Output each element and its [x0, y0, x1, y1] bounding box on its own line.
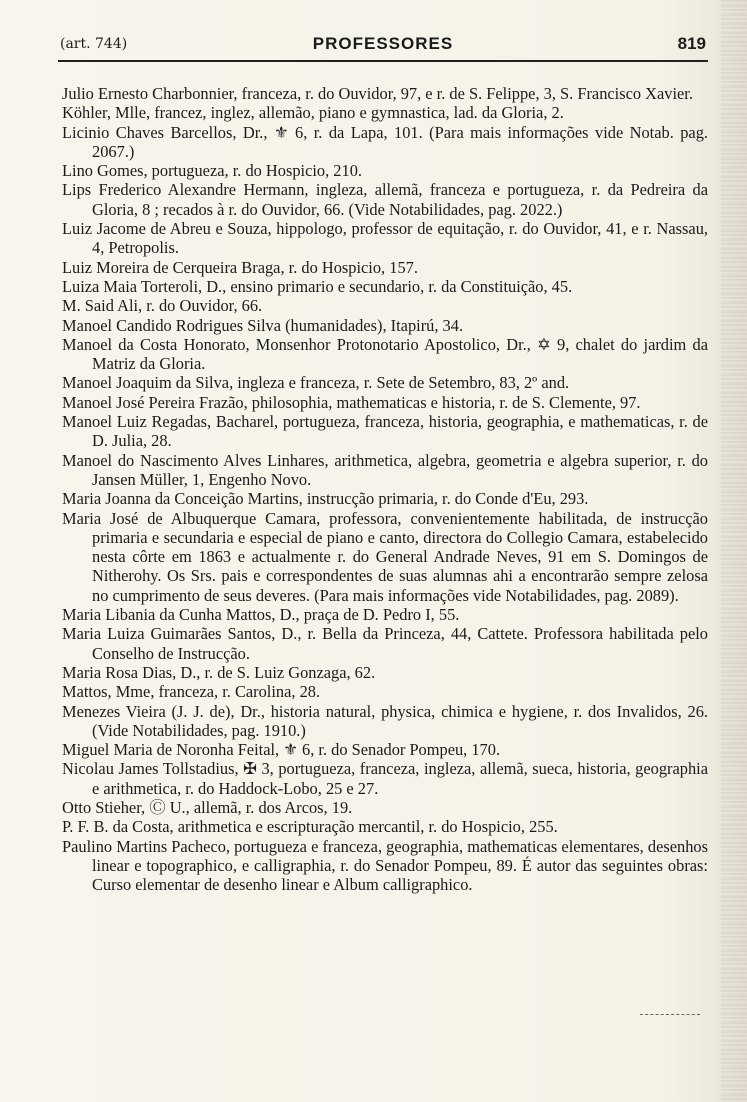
list-item: Köhler, Mlle, francez, inglez, allemão, piano e gymnastica, lad. da Gloria, 2.: [62, 103, 564, 123]
list-item: Manoel Joaquim da Silva, ingleza e franceza, r. Sete de Setembro, 83, 2º and.: [62, 373, 570, 393]
list-item: Maria Libania da Cunha Mattos, D., praça de D. Pedro I, 55.: [62, 605, 460, 625]
list-item: Otto Stieher, Ⓒ U., allemã, r. dos Arcos, 19.: [62, 797, 353, 817]
list-item: Miguel Maria de Noronha Feital, ⚜ 6, r. do Senador Pompeu, 170.: [62, 740, 501, 760]
list-item: Licinio Chaves Barcellos, Dr., ⚜ 6, r. da Lapa, 101. (Para mais informações vide Notab. pag. 2067.): [62, 122, 708, 161]
page-header: [60, 34, 706, 58]
end-flourish: [640, 1014, 700, 1015]
list-item: Julio Ernesto Charbonnier, franceza, r. do Ouvidor, 97, e r. de S. Felippe, 3, S. Francisco Xavier.: [62, 84, 693, 103]
list-item: Luiz Moreira de Cerqueira Braga, r. do Hospicio, 157.: [62, 257, 418, 277]
page-edge: [721, 0, 747, 1102]
page-number: 819: [677, 34, 706, 53]
list-item: Lino Gomes, portugueza, r. do Hospicio, 210.: [62, 161, 362, 181]
list-item: Manoel José Pereira Frazão, philosophia, mathematicas e historia, r. de S. Clemente, 97.: [62, 392, 641, 412]
list-item: Paulino Martins Pacheco, portugueza e franceza, geographia, mathematicas elementares, desenhos linear e topographico, e calligraphia, r. do Senador Pompeu, 89. É autor das seguintes obras: Curso elementar de desenho linear e Album calligraphico.: [62, 836, 708, 895]
list-item: Manoel Luiz Regadas, Bacharel, portugueza, franceza, historia, geographia, e mathematicas, r. de D. Julia, 28.: [62, 412, 708, 451]
page-title: PROFESSORES: [312, 34, 454, 53]
header-rule: [58, 60, 708, 62]
list-item: Menezes Vieira (J. J. de), Dr., historia natural, physica, chimica e hygiene, r. dos Invalidos, 26. (Vide Notabilidades, pag. 1910.): [62, 701, 708, 740]
list-item: Nicolau James Tollstadius, ✠ 3, portugueza, franceza, ingleza, allemã, sueca, historia, geographia e arithmetica, r. do Haddock-Lobo, 25 e 27.: [62, 759, 708, 798]
list-item: Maria Joanna da Conceição Martins, instrucção primaria, r. do Conde d'Eu, 293.: [62, 489, 589, 509]
list-item: Maria Luiza Guimarães Santos, D., r. Bella da Princeza, 44, Cattete. Professora habilitada pelo Conselho de Instrucção.: [62, 624, 708, 663]
list-item: Lips Frederico Alexandre Hermann, ingleza, allemã, franceza e portugueza, r. da Pedreira da Gloria, 8 ; recados à r. do Ouvidor, 66. (Vide Notabilidades, pag. 2022.): [62, 180, 708, 219]
list-item: Luiz Jacome de Abreu e Souza, hippologo, professor de equitação, r. do Ouvidor, 41, e r. Nassau, 4, Petropolis.: [62, 219, 708, 258]
list-item: M. Said Ali, r. do Ouvidor, 66.: [62, 296, 263, 316]
list-item: Maria José de Albuquerque Camara, professora, convenientemente habilitada, de instrucção primaria e secundaria e especial de piano e canto, directora do Collegio Camara, estabelecido nesta côrte em 1863 e actualmente r. do General Andrade Neves, 91 em S. Domingos de Nitherohy. Os Srs. pais e correspondentes de suas alumnas ahi a encontrarão sempre zelosa no cumprimento de seus deveres. (Para mais informações vide Notabilidades, pag. 2089).: [62, 508, 708, 605]
list-item: Manoel do Nascimento Alves Linhares, arithmetica, algebra, geometria e algebra superior, r. do Jansen Müller, 1, Engenho Novo.: [62, 450, 708, 489]
list-item: Manoel da Costa Honorato, Monsenhor Protonotario Apostolico, Dr., ✡ 9, chalet do jardim da Matriz da Gloria.: [62, 334, 708, 374]
article-reference: (art. 744): [60, 36, 128, 52]
list-item: Maria Rosa Dias, D., r. de S. Luiz Gonzaga, 62.: [62, 662, 376, 682]
list-item: Luiza Maia Torteroli, D., ensino primario e secundario, r. da Constituição, 45.: [62, 276, 573, 296]
list-item: Manoel Candido Rodrigues Silva (humanidades), Itapirú, 34.: [62, 315, 464, 335]
list-item: Mattos, Mme, franceza, r. Carolina, 28.: [62, 682, 321, 702]
entry-list: [62, 84, 708, 894]
list-item: P. F. B. da Costa, arithmetica e escripturação mercantil, r. do Hospicio, 255.: [62, 817, 558, 837]
